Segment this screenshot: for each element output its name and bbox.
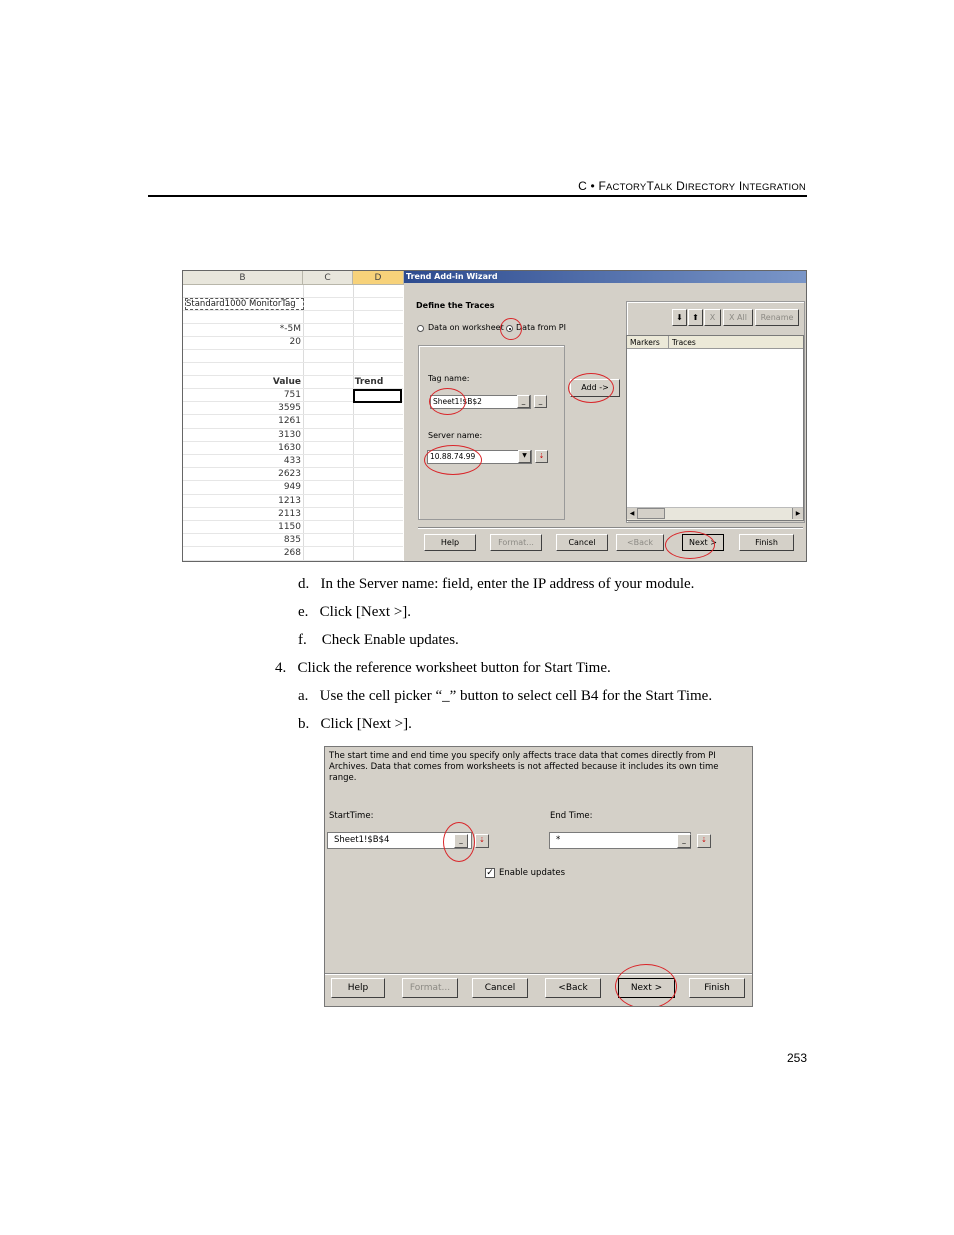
radio-data-from-pi-label: Data from PI bbox=[516, 323, 566, 332]
step-text: Check Enable updates. bbox=[321, 632, 459, 648]
value-cell[interactable]: 3130 bbox=[278, 429, 301, 440]
spreadsheet-row bbox=[183, 442, 403, 455]
trend-wizard-dialog bbox=[404, 271, 806, 561]
info-text-line-3: range. bbox=[329, 773, 357, 783]
annotation-circle bbox=[665, 531, 715, 559]
step-d bbox=[298, 575, 694, 593]
tag-name-input[interactable]: Sheet1!$B$2 bbox=[430, 395, 531, 409]
next-button[interactable]: Next > bbox=[618, 978, 675, 998]
format-button[interactable]: Format... bbox=[402, 978, 458, 998]
button-row-divider bbox=[325, 973, 752, 974]
spreadsheet-row bbox=[183, 547, 403, 560]
tag-cell[interactable]: Standard1000 MonitorTag bbox=[185, 298, 304, 310]
value-cell[interactable]: 1150 bbox=[278, 522, 301, 532]
step-text: Use the cell picker “_” button to select cell B4 for the Start Time. bbox=[319, 688, 713, 704]
trend-wizard-screenshot bbox=[182, 270, 807, 562]
radio-data-on-worksheet-label: Data on worksheet bbox=[428, 323, 504, 332]
value-cell[interactable]: 433 bbox=[283, 456, 301, 466]
end-time-label: End Time: bbox=[550, 811, 593, 821]
cancel-button[interactable]: Cancel bbox=[556, 534, 608, 551]
spreadsheet-row bbox=[183, 521, 403, 534]
scroll-left-icon[interactable]: ◀ bbox=[627, 508, 638, 519]
header-word-2-rest: ALK bbox=[654, 182, 673, 193]
value-cell[interactable]: 268 bbox=[283, 548, 301, 559]
step-marker: f. bbox=[298, 632, 307, 648]
format-button[interactable]: Format... bbox=[490, 534, 542, 551]
add-trace-button[interactable]: Add -> bbox=[570, 379, 620, 397]
step-text: Click the reference worksheet button for Start Time. bbox=[297, 660, 611, 676]
column-header-c[interactable]: C bbox=[303, 271, 353, 285]
remove-trace-button[interactable]: X bbox=[704, 309, 721, 326]
annotation-circle bbox=[443, 822, 475, 862]
next-button[interactable]: Next > bbox=[682, 534, 724, 551]
spreadsheet-row bbox=[183, 285, 403, 298]
start-time-dialog-screenshot bbox=[324, 746, 753, 1007]
help-button[interactable]: Help bbox=[331, 978, 385, 998]
column-header-d[interactable]: D bbox=[353, 271, 404, 285]
end-time-input[interactable]: * bbox=[549, 832, 691, 849]
server-name-combobox[interactable]: 10.88.74.99 bbox=[427, 450, 532, 464]
start-time-label: StartTime: bbox=[329, 811, 374, 821]
annotation-circle bbox=[429, 388, 466, 415]
value-cell[interactable]: 1261 bbox=[278, 416, 301, 427]
tag-name-picker-button[interactable]: _ bbox=[517, 395, 530, 408]
cell-b4[interactable]: *-5M bbox=[279, 324, 301, 334]
spreadsheet-row bbox=[183, 495, 403, 508]
header-word-1-rest: ACTORY bbox=[606, 182, 647, 193]
scroll-thumb[interactable] bbox=[637, 508, 665, 519]
annotation-circle bbox=[500, 318, 522, 340]
define-traces-heading: Define the Traces bbox=[416, 301, 495, 310]
back-button[interactable]: <Back bbox=[545, 978, 601, 998]
step-f bbox=[298, 631, 459, 649]
tag-name-label: Tag name: bbox=[428, 374, 470, 383]
cancel-button[interactable]: Cancel bbox=[472, 978, 528, 998]
step-4 bbox=[275, 659, 611, 677]
spreadsheet-row bbox=[183, 415, 403, 428]
header-word-4-rest: NTEGRATION bbox=[742, 182, 806, 193]
value-cell[interactable]: 2113 bbox=[278, 508, 301, 519]
annotation-circle bbox=[615, 964, 677, 1007]
step-text: Click [Next >]. bbox=[319, 604, 412, 620]
spreadsheet-row bbox=[183, 311, 403, 324]
back-button[interactable]: <Back bbox=[616, 534, 664, 551]
running-header bbox=[500, 179, 806, 193]
markers-column-header[interactable]: Markers bbox=[627, 336, 669, 349]
start-time-input[interactable]: Sheet1!$B$4 bbox=[327, 832, 472, 849]
header-word-1-cap: F bbox=[598, 179, 607, 193]
finish-button[interactable]: Finish bbox=[739, 534, 794, 551]
header-word-3-rest: IRECTORY bbox=[684, 182, 736, 193]
value-cell[interactable]: 949 bbox=[283, 482, 301, 493]
spreadsheet-row bbox=[183, 363, 403, 376]
spreadsheet-row bbox=[183, 429, 403, 442]
selected-cell[interactable] bbox=[353, 389, 402, 403]
header-word-3-cap: D bbox=[676, 179, 685, 193]
chapter-letter: C bbox=[578, 179, 587, 193]
info-text-line-1: The start time and end time you specify only affects trace data that comes directly from PI bbox=[329, 751, 716, 761]
step-a bbox=[298, 687, 712, 705]
traces-listbox[interactable] bbox=[626, 335, 804, 521]
spreadsheet-row bbox=[183, 508, 403, 521]
enable-updates-checkbox[interactable]: ✓ bbox=[486, 868, 494, 878]
radio-data-on-worksheet[interactable] bbox=[417, 325, 424, 332]
step-marker: 4. bbox=[275, 660, 287, 676]
annotation-circle bbox=[424, 445, 482, 475]
help-button[interactable]: Help bbox=[424, 534, 476, 551]
value-header: Value bbox=[272, 377, 301, 387]
move-down-button[interactable]: ⬇ bbox=[672, 309, 687, 326]
column-header-b[interactable]: B bbox=[183, 271, 303, 285]
value-cell[interactable]: 835 bbox=[283, 535, 301, 546]
step-text: In the Server name: field, enter the IP address of your module. bbox=[320, 576, 695, 592]
step-marker: d. bbox=[298, 576, 310, 592]
server-name-label: Server name: bbox=[428, 431, 483, 440]
scroll-right-icon[interactable]: ▶ bbox=[792, 508, 803, 519]
rename-button[interactable]: Rename bbox=[755, 309, 799, 326]
spreadsheet-row bbox=[183, 402, 403, 415]
header-rule bbox=[148, 195, 807, 197]
button-row-divider bbox=[418, 527, 803, 528]
horizontal-scrollbar[interactable] bbox=[627, 507, 803, 520]
header-word-4-cap: I bbox=[738, 179, 743, 193]
end-time-picker-button[interactable]: _ bbox=[677, 834, 691, 848]
traces-column-header[interactable]: Traces bbox=[669, 336, 803, 349]
header-bullet: • bbox=[587, 179, 599, 193]
info-text-line-2: Archives. Data that comes from worksheets is not affected because it includes its own time bbox=[329, 762, 719, 772]
step-marker: e. bbox=[298, 604, 309, 620]
step-b bbox=[298, 715, 412, 733]
header-word-2-cap: T bbox=[646, 179, 654, 193]
end-time-reference-icon[interactable]: ⇣ bbox=[697, 834, 711, 848]
enable-updates-label: Enable updates bbox=[499, 868, 566, 878]
step-e bbox=[298, 603, 411, 621]
annotation-circle bbox=[568, 373, 614, 403]
step-marker: b. bbox=[298, 716, 310, 732]
value-cell[interactable]: 1213 bbox=[278, 495, 301, 506]
spreadsheet-row bbox=[183, 455, 403, 468]
remove-all-button[interactable]: X All bbox=[723, 309, 753, 326]
spreadsheet-row bbox=[183, 350, 403, 363]
step-text: Click [Next >]. bbox=[320, 716, 412, 732]
start-time-picker-button[interactable]: _ bbox=[454, 834, 468, 848]
spreadsheet-row bbox=[183, 481, 403, 494]
tag-name-browse-button[interactable]: _ bbox=[534, 395, 547, 408]
spreadsheet-row bbox=[183, 534, 403, 547]
start-time-reference-icon[interactable]: ⇣ bbox=[475, 834, 489, 848]
value-cell[interactable]: 1630 bbox=[278, 442, 301, 453]
server-browse-icon[interactable]: ⇣ bbox=[535, 450, 548, 463]
page-number: 253 bbox=[786, 1051, 807, 1065]
wizard-title-bar: Trend Add-in Wizard bbox=[404, 271, 806, 283]
move-up-button[interactable]: ⬆ bbox=[688, 309, 703, 326]
trend-header: Trend bbox=[354, 377, 384, 387]
cell-b5[interactable]: 20 bbox=[289, 337, 301, 347]
value-cell[interactable]: 2623 bbox=[278, 469, 301, 480]
value-cell[interactable]: 3595 bbox=[278, 403, 301, 414]
step-marker: a. bbox=[298, 688, 309, 704]
chevron-down-icon[interactable]: ▼ bbox=[518, 450, 531, 463]
value-cell[interactable]: 751 bbox=[283, 390, 301, 400]
spreadsheet-row bbox=[183, 468, 403, 481]
finish-button[interactable]: Finish bbox=[689, 978, 745, 998]
